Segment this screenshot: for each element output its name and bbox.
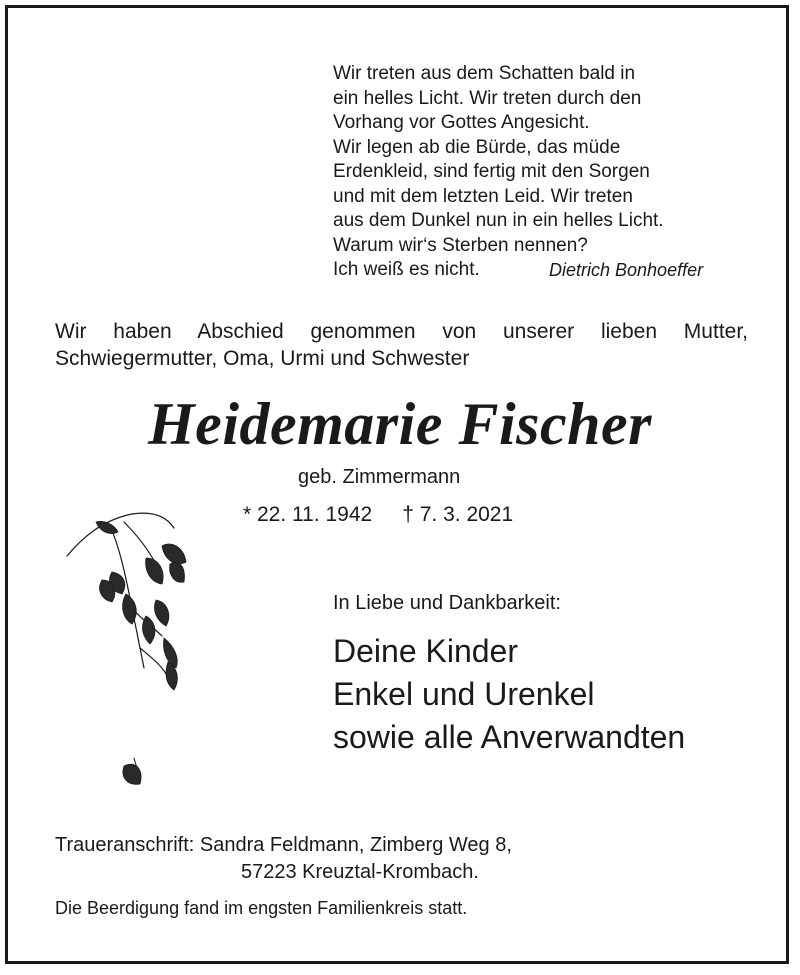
poem-line: ein helles Licht. Wir treten durch den bbox=[333, 87, 642, 109]
life-dates bbox=[243, 503, 513, 527]
address-label: Traueranschrift: bbox=[55, 834, 195, 856]
birth-date: * 22. 11. 1942 bbox=[243, 503, 373, 526]
mourner-entry: sowie alle Anverwandten bbox=[333, 719, 686, 755]
mourners-list bbox=[333, 630, 685, 759]
mourner-entry: Deine Kinder bbox=[333, 633, 518, 669]
poem-line: Ich weiß es nicht. bbox=[333, 259, 480, 280]
farewell-intro-line: Schwiegermutter, Oma, Urmi und Schwester bbox=[55, 347, 470, 370]
poem-line: Wir treten aus dem Schatten bald in bbox=[333, 63, 636, 84]
mourner-entry: Enkel und Urenkel bbox=[333, 676, 595, 712]
poem-line: Wir legen ab die Bürde, das müde bbox=[333, 136, 621, 158]
mourning-address bbox=[55, 832, 512, 886]
poem-author: Dietrich Bonhoeffer bbox=[549, 260, 704, 280]
poem-line: und mit dem letzten Leid. Wir treten bbox=[333, 185, 633, 207]
birch-branch-icon bbox=[62, 508, 202, 808]
thanks-intro: In Liebe und Dankbarkeit: bbox=[333, 592, 561, 614]
poem bbox=[333, 62, 763, 283]
poem-line: aus dem Dunkel nun in ein helles Licht. bbox=[333, 210, 664, 231]
address-row bbox=[55, 832, 512, 859]
poem-last-line bbox=[333, 258, 763, 283]
poem-line: Vorhang vor Gottes Angesicht. bbox=[333, 112, 590, 133]
address-line: 57223 Kreuztal-Krombach. bbox=[241, 861, 479, 883]
deceased-name: Heidemarie Fischer bbox=[148, 391, 652, 457]
death-date: † 7. 3. 2021 bbox=[402, 503, 514, 526]
address-line: Sandra Feldmann, Zimberg Weg 8, bbox=[199, 834, 512, 856]
funeral-note: Die Beerdigung fand im engsten Familienkreis statt. bbox=[55, 898, 468, 918]
farewell-intro-line: Wir haben Abschied genommen von unserer lieben Mutter, bbox=[55, 320, 748, 343]
maiden-name: geb. Zimmermann bbox=[298, 466, 461, 488]
farewell-intro bbox=[55, 318, 748, 372]
poem-line: Warum wir‘s Sterben nennen? bbox=[333, 234, 588, 256]
poem-line: Erdenkleid, sind fertig mit den Sorgen bbox=[333, 161, 650, 182]
